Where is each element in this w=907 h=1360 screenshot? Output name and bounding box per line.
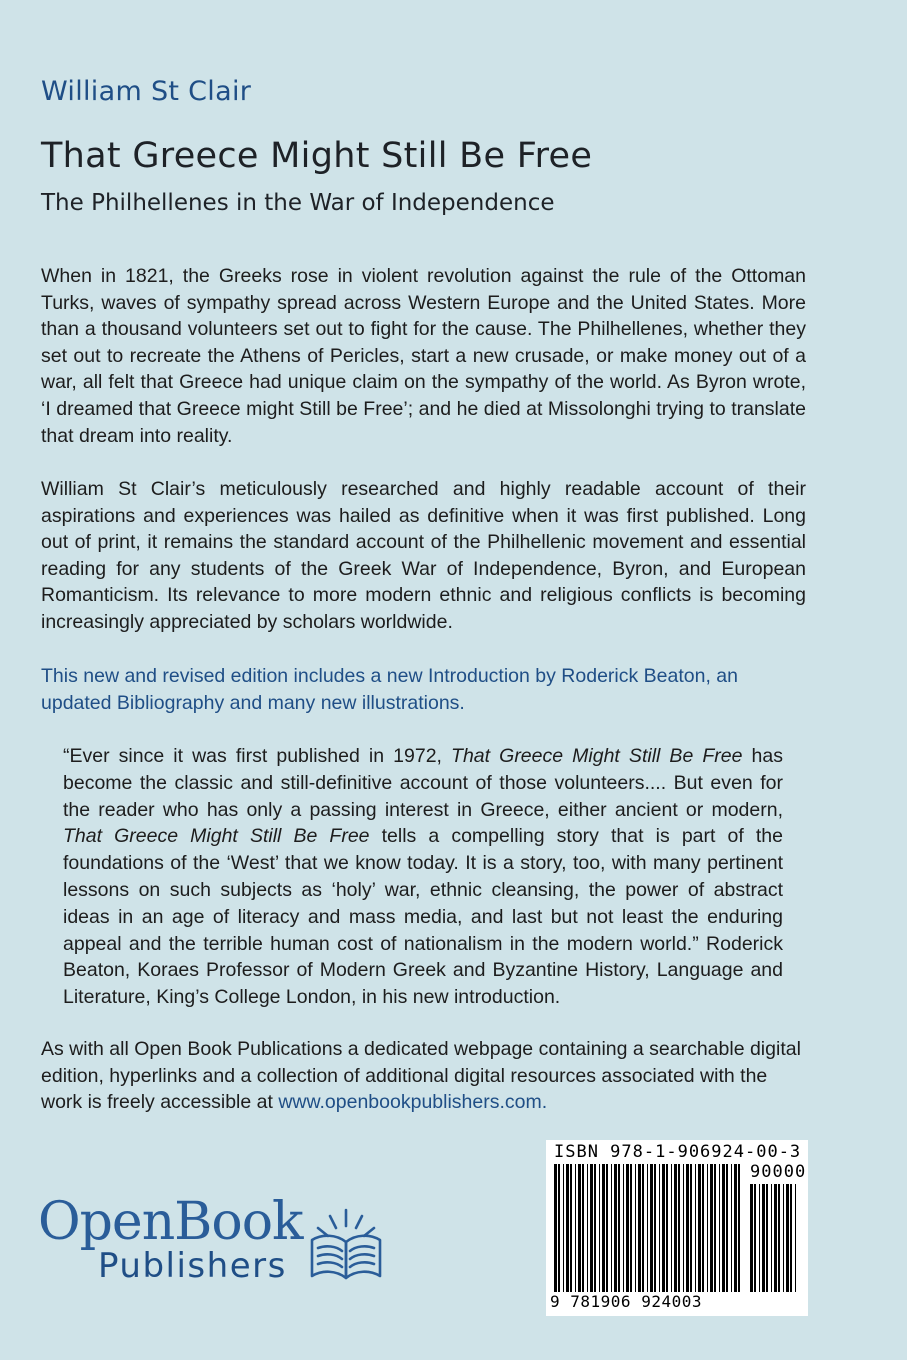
ean-digits: 9 781906 924003 [550, 1292, 702, 1311]
book-title: That Greece Might Still Be Free [41, 136, 593, 176]
quote-title-1: That Greece Might Still Be Free [451, 745, 743, 767]
quote-text-1: “Ever since it was first published in 1972, [63, 745, 452, 767]
barcode-bars [546, 1140, 808, 1316]
digital-edition-paragraph [41, 1036, 806, 1116]
price-code: 90000 [750, 1162, 807, 1182]
isbn-barcode [546, 1140, 808, 1316]
digital-edition-text: As with all Open Book Publications a dedicated webpage containing a searchable digital edition, hyperlinks and a collection of additional digital resources associated with the work is freely accessible at [41, 1038, 801, 1114]
isbn-label: ISBN 978-1-906924-00-3 [554, 1142, 802, 1162]
author-name: William St Clair [41, 76, 252, 107]
publisher-website-link[interactable]: www.openbookpublishers.com. [278, 1091, 548, 1114]
book-subtitle: The Philhellenes in the War of Independence [41, 190, 555, 216]
edition-note: This new and revised edition includes a new Introduction by Roderick Beaton, an updated Bibliography and many new illustrations. [41, 665, 738, 714]
description-paragraph-2: William St Clair’s meticulously researched and highly readable account of their aspirations and experiences was hailed as definitive when it was first published. Long out of print, it remains the standard account of the Philhellenic movement and essential reading for any students of the Greek War of Independence, Byron, and European Romanticism. Its relevance to more modern ethnic and religious conflicts is becoming increasingly appreciated by scholars worldwide. [41, 478, 806, 633]
review-quote [63, 743, 783, 1011]
logo-wordmark-publishers: Publishers [98, 1246, 287, 1286]
description-paragraph-1: When in 1821, the Greeks rose in violent revolution against the rule of the Ottoman Turks, waves of sympathy spread across Western Europe and the United States. More than a thousand volunteers set out to fight for the cause. The Philhellenes, whether they set out to recreate the Athens of Pericles, start a new crusade, or make money out of a war, all felt that Greece had unique claim on the sympathy of the world. As Byron wrote, ‘I dreamed that Greece might Still be Free’; and he died at Missolonghi trying to translate that dream into reality. [41, 265, 806, 447]
quote-text-3: tells a compelling story that is part of the foundations of the ‘West’ that we know today. It is a story, too, with many pertinent lessons on such subjects as ‘holy’ war, ethnic cleansing, the power of abstract ideas in an age of literacy and mass media, and last but not least the enduring appeal and the terrible human cost of nationalism in the modern world.” Roderick Beaton, Koraes Professor of Modern Greek and Byzantine History, Language and Literature, King’s College London, in his new introduction. [63, 825, 783, 1009]
quote-text-2: has become the classic and still-definitive account of those volunteers.... But even for the reader who has only a passing interest in Greece, either ancient or modern, [63, 745, 783, 821]
open-book-icon [306, 1206, 386, 1284]
logo-wordmark-openbook: OpenBook [38, 1192, 303, 1252]
publisher-logo [38, 1192, 388, 1296]
quote-title-2: That Greece Might Still Be Free [63, 825, 370, 848]
